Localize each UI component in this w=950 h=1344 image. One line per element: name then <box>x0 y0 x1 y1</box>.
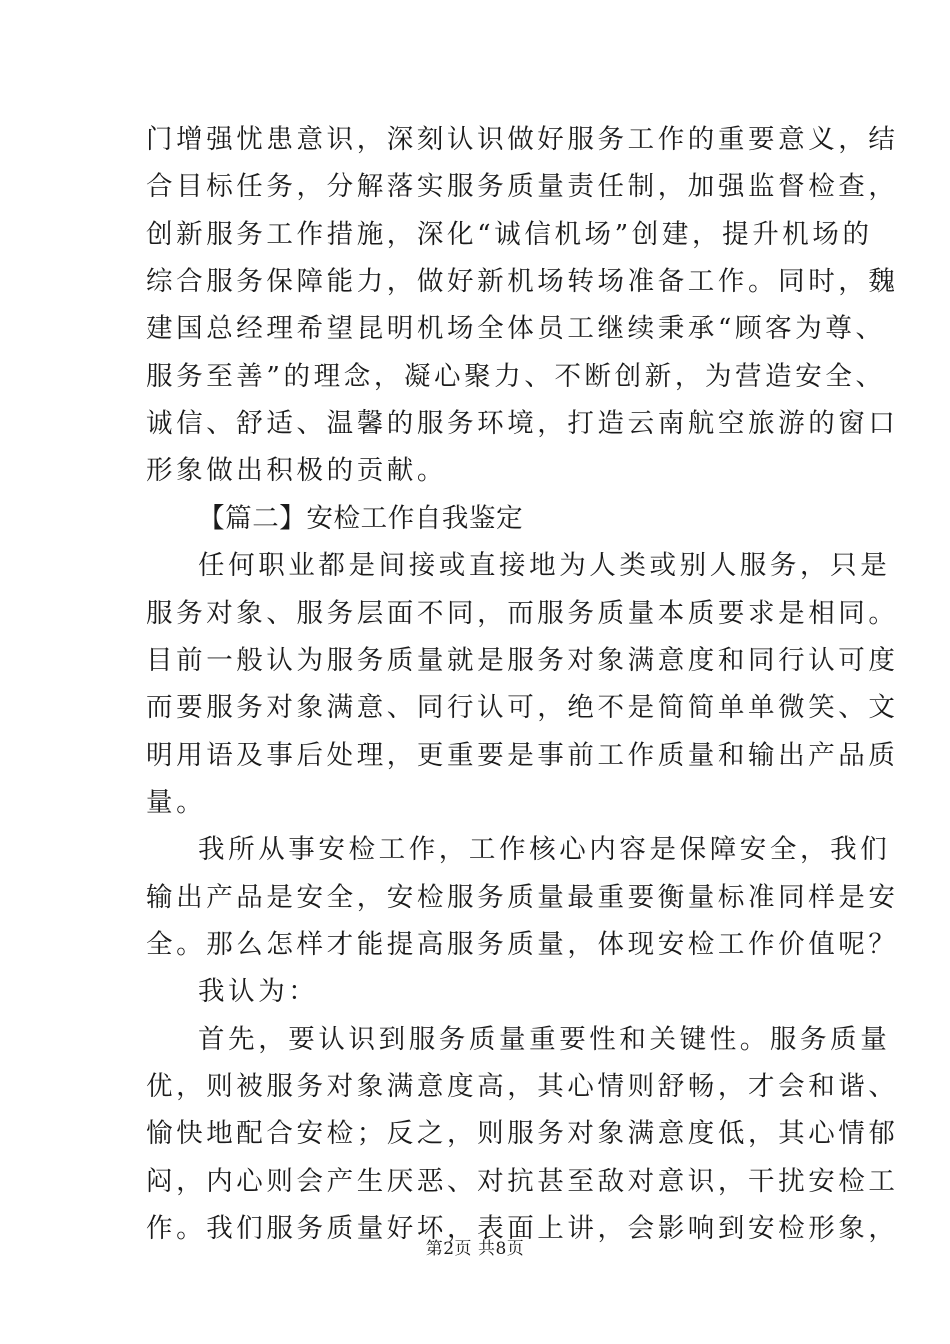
text-line: 诚信、舒适、温馨的服务环境，打造云南航空旅游的窗口 <box>146 408 899 440</box>
text-line: 首先，要认识到服务质量重要性和关键性。服务质量 <box>198 1023 891 1055</box>
text-line: 全。那么怎样才能提高服务质量，体现安检工作价值呢？ <box>146 928 899 960</box>
text-line: 我所从事安检工作，工作核心内容是保障安全，我们 <box>198 834 891 866</box>
text-line: 综合服务保障能力，做好新机场转场准备工作。同时，魏 <box>146 266 899 298</box>
text-line: 建国总经理希望昆明机场全体员工继续秉承“顾客为尊、 <box>146 313 886 345</box>
text-line: 形象做出积极的贡献。 <box>146 455 447 487</box>
text-line: 输出产品是安全，安检服务质量最重要衡量标准同样是安 <box>146 881 899 913</box>
text-line: 门增强忧患意识，深刻认识做好服务工作的重要意义，结 <box>146 124 899 155</box>
text-line: 合目标任务，分解落实服务质量责任制，加强监督检查， <box>146 171 899 203</box>
text-line: 明用语及事后处理，更重要是事前工作质量和输出产品质 <box>146 739 899 771</box>
text-line: 创新服务工作措施，深化“诚信机场”创建，提升机场的 <box>146 218 873 250</box>
text-line: 服务对象、服务层面不同，而服务质量本质要求是相同。 <box>146 597 899 629</box>
text-line: 我认为： <box>198 976 319 1008</box>
text-line: 作。我们服务质量好坏，表面上讲，会影响到安检形象， <box>146 1213 899 1245</box>
text-line: 愉快地配合安检；反之，则服务对象满意度低，其心情郁 <box>146 1118 899 1150</box>
text-line: 量。 <box>146 786 207 818</box>
page-footer: 第2页 共8页 <box>425 1239 525 1259</box>
text-line: 优，则被服务对象满意度高，其心情则舒畅，才会和谐、 <box>146 1071 899 1102</box>
text-line: 目前一般认为服务质量就是服务对象满意度和同行认可度 <box>146 644 899 676</box>
text-line: 闷，内心则会产生厌恶、对抗甚至敌对意识，干扰安检工 <box>146 1165 899 1197</box>
text-line: 任何职业都是间接或直接地为人类或别人服务，只是 <box>198 550 891 582</box>
section-heading: 【篇二】安检工作自我鉴定 <box>198 502 524 534</box>
text-line: 服务至善”的理念，凝心聚力、不断创新，为营造安全、 <box>146 360 886 392</box>
text-line: 而要服务对象满意、同行认可，绝不是简简单单微笑、文 <box>146 692 899 724</box>
